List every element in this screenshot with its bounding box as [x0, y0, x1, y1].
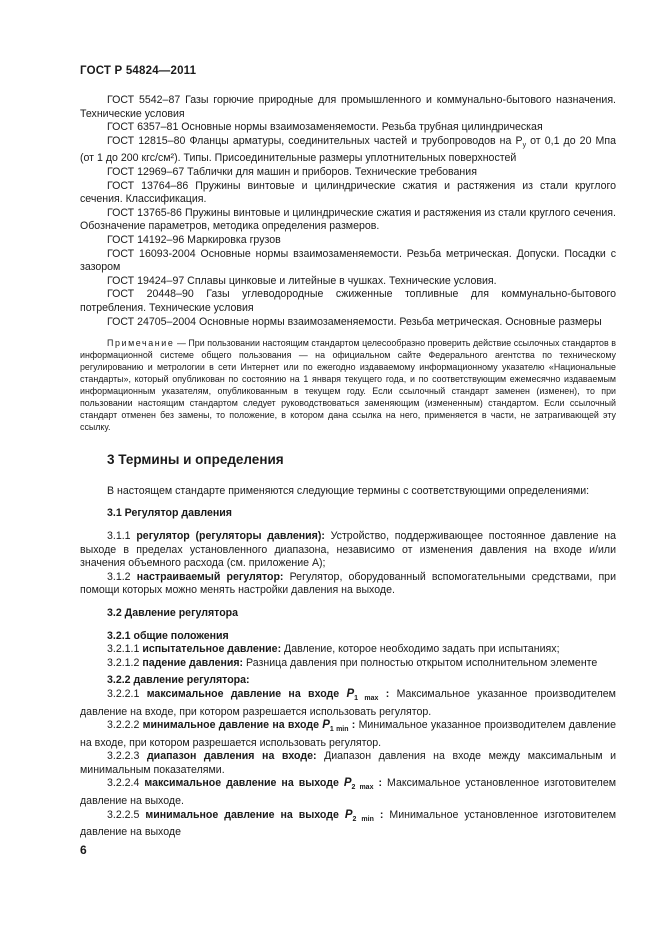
reference-item: ГОСТ 6357–81 Основные нормы взаимозаменяемости. Резьба трубная цилиндрическая [107, 121, 543, 134]
pressure-subscript: 1 max [354, 694, 379, 702]
term-colon: : [373, 808, 384, 821]
term-label: максимальное давление на выходе [144, 777, 344, 790]
term-colon: : [373, 777, 383, 790]
item-number: 3.2.2.3 [107, 750, 147, 763]
reference-text-cont: от 0,1 до 20 Мпа (от 1 до 200 кгс/см²). Типы. Присоединительные размеры уплотнительных поверхностей [80, 134, 617, 165]
term-colon: : [348, 719, 356, 732]
subsection-heading: 3.2 Давление регулятора [107, 606, 239, 619]
reference-item [80, 135, 616, 166]
term-label: максимальное давление на входе [146, 687, 347, 700]
page-content [80, 94, 616, 840]
term-definition: Минимальное установленное изготовителем давление на выходе [80, 808, 617, 839]
term-definition: Диапазон давления на входе между максимальным и минимальным показателями. [80, 750, 616, 776]
subsubsection-heading: 3.2.2 давление регулятора: [107, 674, 250, 687]
term-definition: Регулятор, оборудованный вспомогательными средствами, при помощи которых можно менять настройки давления на выходе. [80, 570, 616, 597]
pressure-subscript: 2 min [352, 815, 374, 823]
item-number: 3.1.2 [107, 570, 137, 583]
note-paragraph [80, 337, 616, 433]
term-definition: Максимальное указанное производителем давление на входе, при котором разрешается использовать регулятор. [80, 687, 616, 718]
section-heading: 3 Термины и определения [107, 452, 284, 468]
term-label: испытательное давление: [142, 643, 282, 656]
reference-item: ГОСТ 5542–87 Газы горючие природные для промышленного и коммунально-бытового назначения. Технические условия [80, 94, 616, 120]
note-text: — При пользовании настоящим стандартом целесообразно проверить действие ссылочных стандартов в информационной системе общего пользования — на официальном сайте Федерального агентства по техническому регулированию и метрологии в сети Интернет или по ежегодно издаваемому информационному указателю «Национальные стандарты», который опубликован по состоянию на 1 января текущего года, и по соответствующим ежемесячно издаваемым информационным указателям, опубликованным в текущем году. Если ссылочный стандарт заменен (изменен), то при пользовании настоящим стандартом следует руководствоваться заменяющим (измененным) стандартом. Если ссылочный стандарт отменен без замены, то положение, в котором дана ссылка на него, применяется в части, не затрагивающей эту ссылку. [80, 338, 616, 433]
pressure-subscript: 1 min [329, 726, 349, 734]
item-number: 3.2.2.4 [107, 777, 145, 790]
item-number: 3.1.1 [107, 529, 137, 542]
pressure-symbol: P [346, 687, 355, 700]
section-intro: В настоящем стандарте применяются следующие термины с соответствующими определениями: [107, 484, 590, 497]
term-label: диапазон давления на входе: [146, 750, 317, 763]
note-label: Примечание [107, 338, 175, 349]
reference-subscript: у [522, 141, 527, 149]
subsection-heading: 3.1 Регулятор давления [107, 507, 232, 520]
term-label: регулятор (регуляторы давления): [136, 529, 325, 542]
pressure-symbol: P [322, 719, 330, 732]
definition-item [80, 571, 616, 598]
definition-item [80, 688, 616, 719]
definition-item [80, 750, 616, 777]
reference-item: ГОСТ 13764–86 Пружины винтовые и цилиндрические сжатия и растяжения из стали круглого сечения. Классификация. [80, 179, 616, 206]
page-number: 6 [80, 843, 87, 857]
term-colon: : [378, 687, 390, 700]
term-label: падение давления: [142, 656, 244, 669]
reference-item: ГОСТ 24705–2004 Основные нормы взаимозаменяемости. Резьба метрическая. Основные размеры [107, 315, 602, 328]
item-number: 3.2.2.1 [107, 687, 147, 700]
reference-text: ГОСТ 12815–80 Фланцы арматуры, соединительных частей и трубопроводов на Р [107, 134, 523, 147]
definition-item [80, 777, 616, 808]
item-number: 3.2.1.2 [107, 656, 143, 669]
definition-item [80, 809, 616, 840]
item-number: 3.2.2.2 [107, 719, 143, 732]
term-definition: Давление, которое необходимо задать при испытаниях; [281, 643, 560, 656]
item-number: 3.2.1.1 [107, 643, 143, 656]
reference-item: ГОСТ 13765-86 Пружины винтовые и цилиндрические сжатия и растяжения из стали круглого сечения. Обозначение параметров, методика определения размеров. [80, 206, 616, 233]
term-definition: Разница давления при полностью открытом исполнительном элементе [243, 656, 598, 669]
term-definition: Максимальное установленное изготовителем давление на выходе. [80, 777, 616, 808]
reference-item: ГОСТ 16093-2004 Основные нормы взаимозаменяемости. Резьба метрическая. Допуски. Посадки с зазором [80, 247, 616, 274]
term-label: минимальное давление на входе [142, 719, 323, 732]
definition-item [80, 643, 616, 657]
reference-item: ГОСТ 14192–96 Маркировка грузов [107, 234, 281, 247]
reference-item: ГОСТ 20448–90 Газы углеводородные сжиженные топливные для коммунально-бытового потребления. Технические условия [80, 288, 616, 315]
reference-item: ГОСТ 12969–67 Таблички для машин и приборов. Технические требования [107, 166, 477, 179]
document-header: ГОСТ Р 54824—2011 [80, 65, 197, 77]
pressure-symbol: P [344, 808, 353, 821]
reference-item: ГОСТ 19424–97 Сплавы цинковые и литейные в чушках. Технические условия. [107, 274, 497, 287]
pressure-symbol: P [343, 777, 352, 790]
term-definition: Устройство, поддерживающее постоянное давление на выходе в пределах установленного диапазона, независимо от изменения давления на входе и/или значения объемного расхода (см. приложение А); [80, 529, 616, 570]
definition-item [80, 657, 616, 671]
item-number: 3.2.2.5 [107, 808, 146, 821]
pressure-subscript: 2 max [351, 784, 374, 792]
definition-item [80, 719, 616, 750]
term-label: минимальное давление на выходе [145, 808, 345, 821]
term-label: настраиваемый регулятор: [136, 570, 284, 583]
term-definition: Минимальное указанное производителем давление на входе, при котором разрешается использовать регулятор. [80, 719, 616, 749]
definition-item [80, 530, 616, 571]
subsubsection-heading: 3.2.1 общие положения [107, 629, 229, 642]
